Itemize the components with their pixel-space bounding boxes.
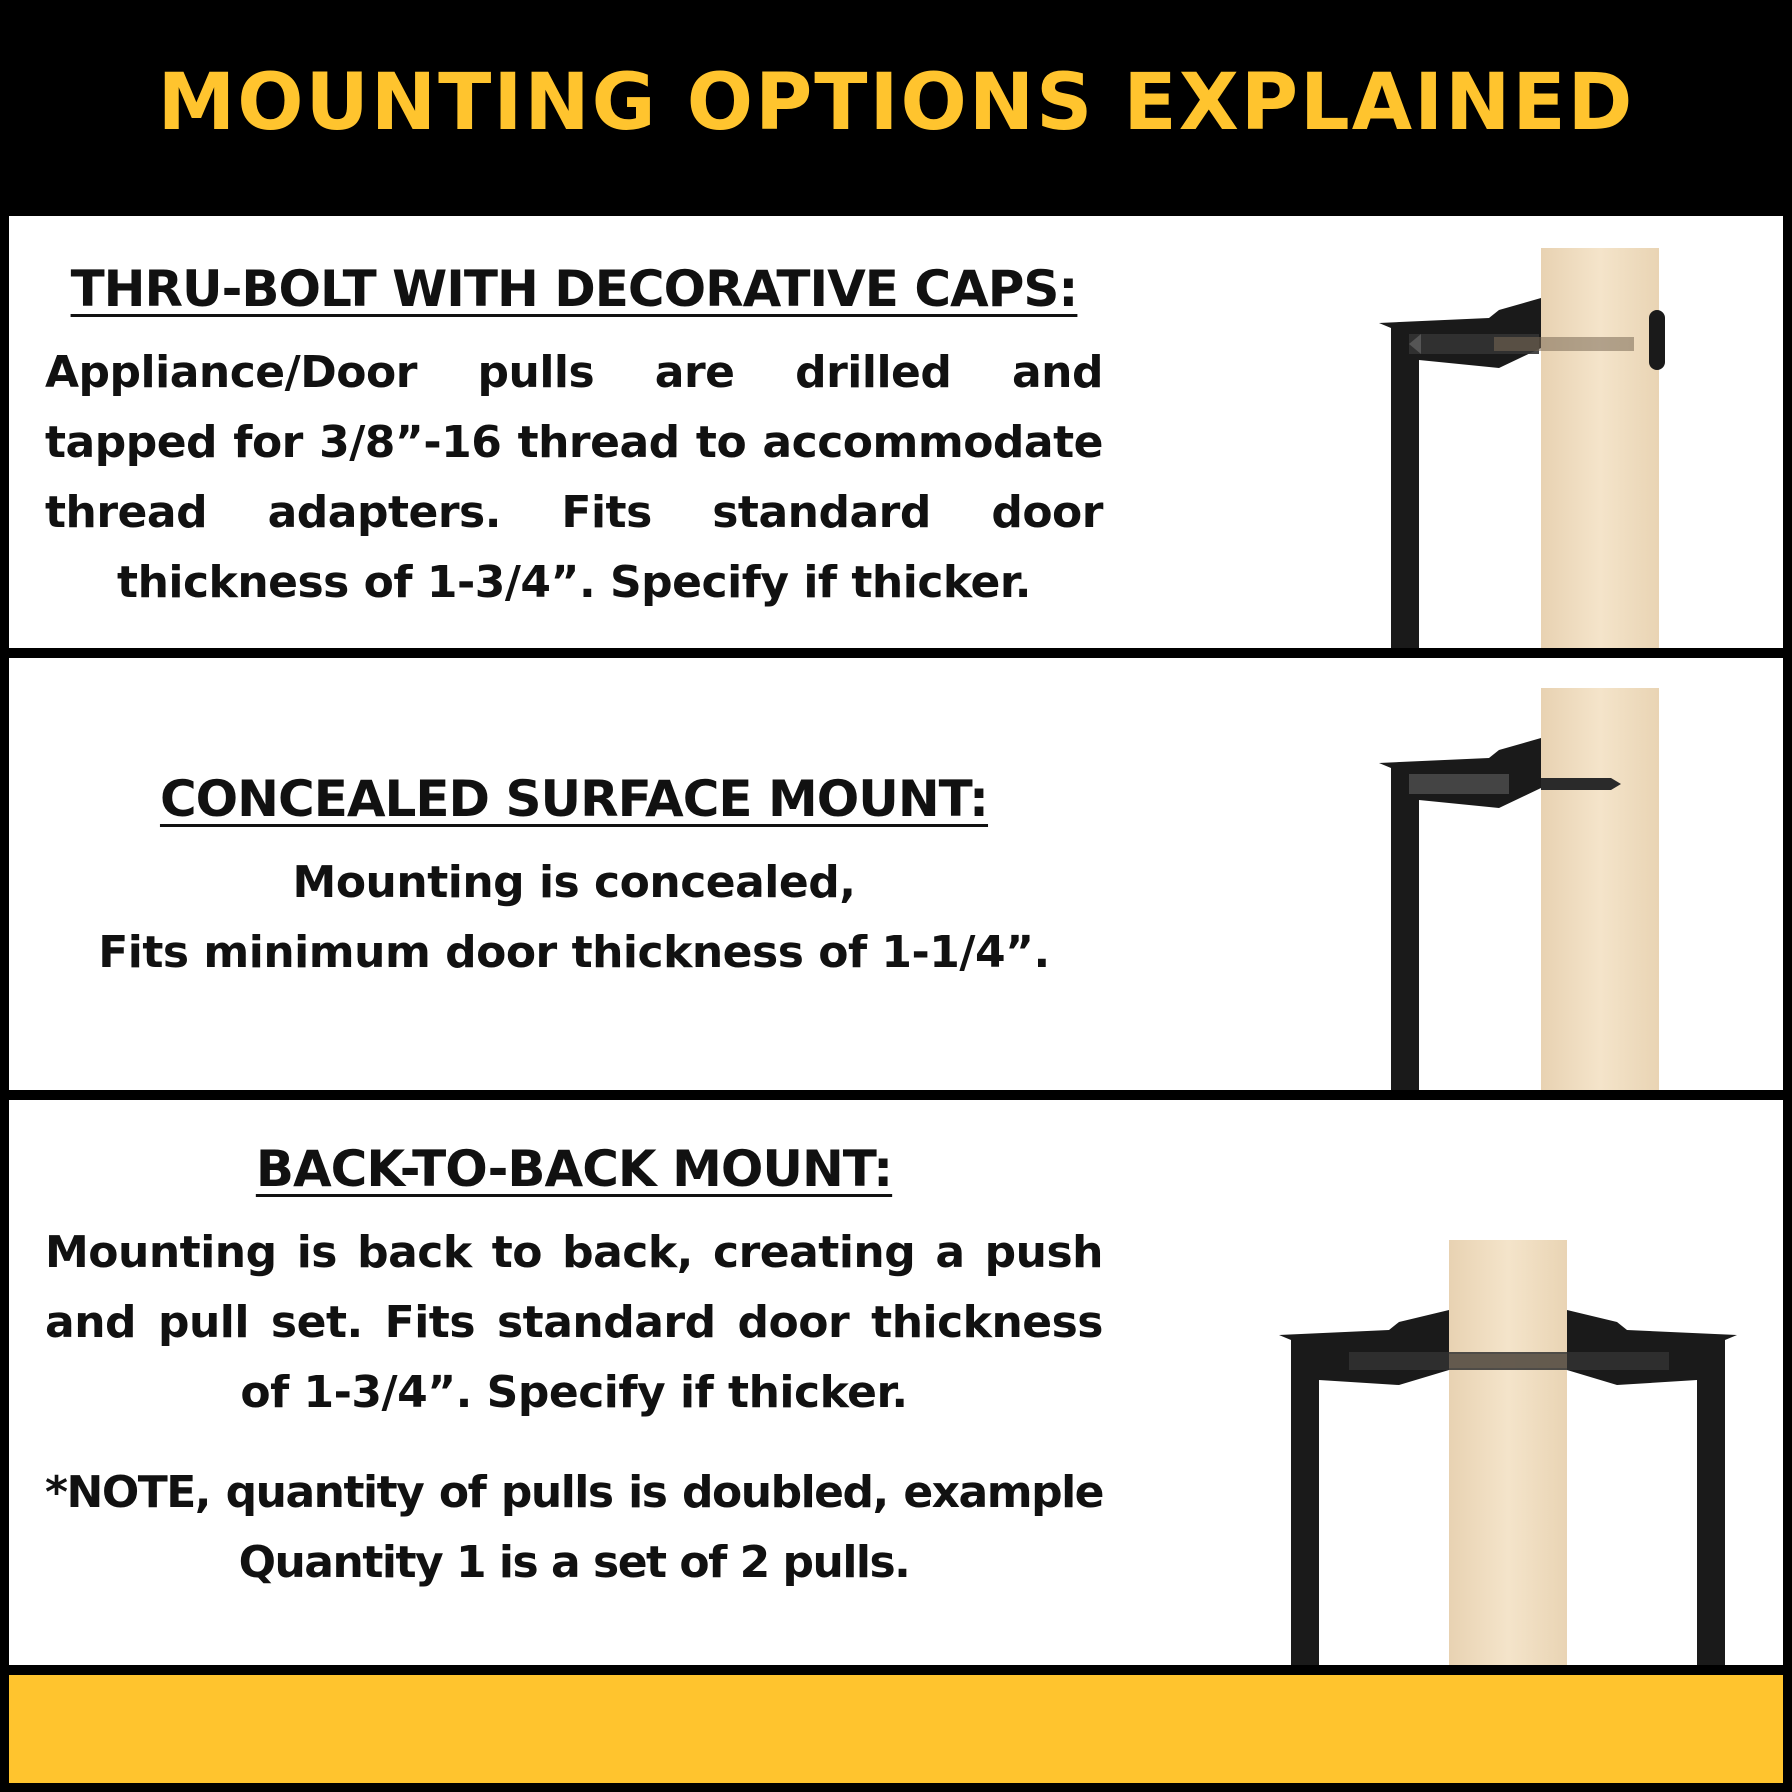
back-to-back-note: *NOTE, quantity of pulls is doubled, example Quantity 1 is a set of 2 pulls. (45, 1467, 1103, 1588)
back-to-back-title: BACK-TO-BACK MOUNT: (255, 1140, 893, 1198)
concealed-mount-line-1: Mounting is concealed, (292, 857, 856, 908)
concealed-mount-panel (9, 658, 1783, 1090)
back-to-back-description: Mounting is back to back, creating a push and pull set. Fits standard door thickness of 1-3/4”. Specify if thicker. (45, 1227, 1103, 1418)
page-title: MOUNTING OPTIONS EXPLAINED (157, 58, 1635, 148)
thru-bolt-title: THRU-BOLT WITH DECORATIVE CAPS: (70, 260, 1078, 318)
thru-bolt-description: Appliance/Door pulls are drilled and tapped for 3/8”-16 thread to accommodate thread adapters. Fits standard door thickness of 1-3/4”. Specify if thicker. (45, 347, 1103, 608)
thru-bolt-panel (9, 216, 1783, 648)
concealed-mount-title: CONCEALED SURFACE MOUNT: (159, 770, 989, 828)
thru-bolt-pull-diagram-icon (1349, 248, 1679, 648)
thru-bolt-text (45, 260, 1103, 618)
concealed-mount-line-2: Fits minimum door thickness of 1-1/4”. (98, 927, 1050, 978)
footer-bar (9, 1675, 1783, 1783)
concealed-mount-pull-diagram-icon (1349, 688, 1679, 1090)
back-to-back-pull-diagram-icon (1259, 1240, 1749, 1665)
back-to-back-panel (9, 1100, 1783, 1665)
back-to-back-text (45, 1140, 1103, 1598)
concealed-mount-text (45, 770, 1103, 988)
header-bar (0, 0, 1792, 216)
